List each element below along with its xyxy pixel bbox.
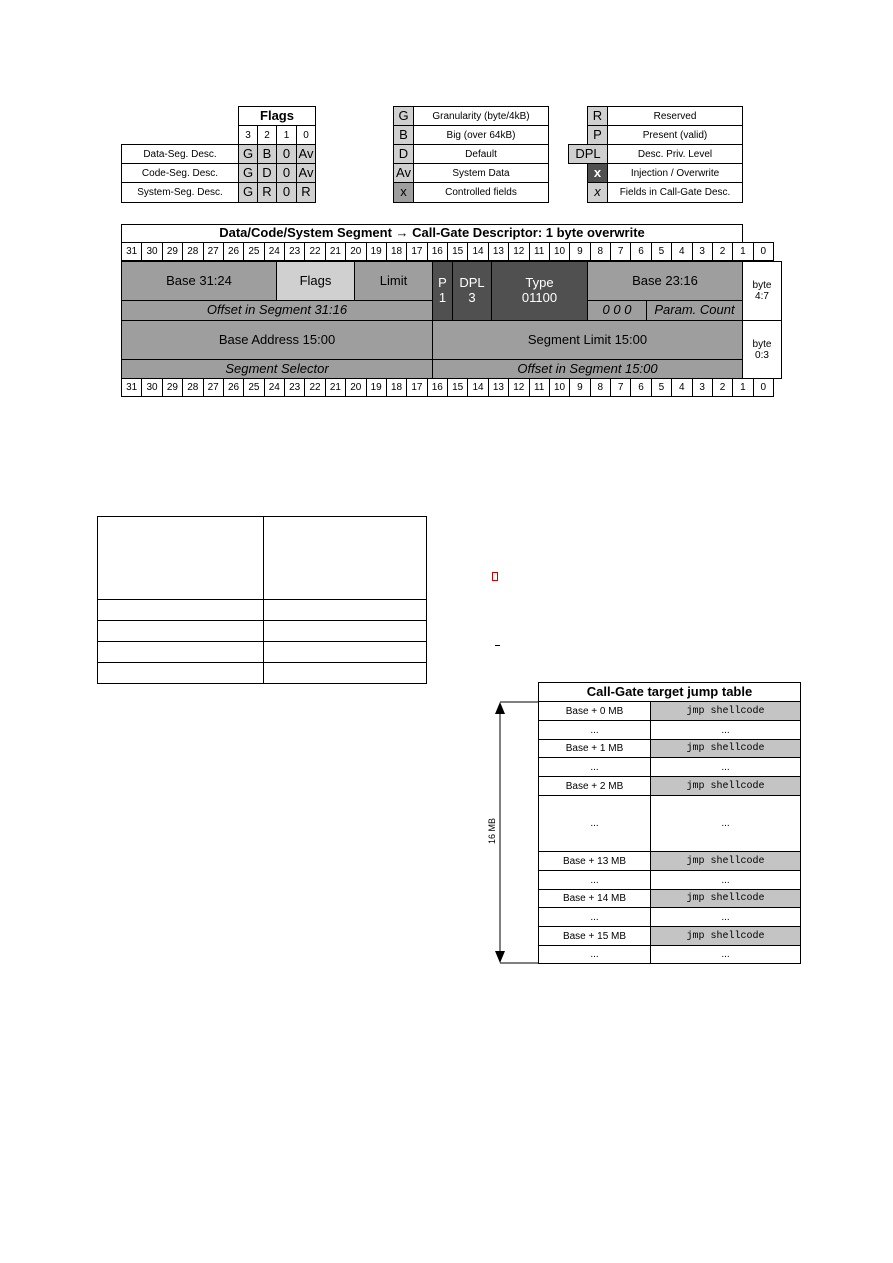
jump-table-addr: ... bbox=[538, 907, 651, 927]
legend-key: x bbox=[587, 163, 608, 183]
flags-bit-cell: 0 bbox=[276, 144, 297, 164]
bit-number-cell: 21 bbox=[325, 243, 345, 261]
segment-selector-field: Segment Selector bbox=[121, 359, 433, 379]
bit-number-cell: 12 bbox=[509, 379, 529, 397]
jump-table-addr: ... bbox=[538, 720, 651, 740]
jump-table-addr: Base + 2 MB bbox=[538, 776, 651, 796]
bit-number-cell: 10 bbox=[549, 243, 569, 261]
bit-number-cell: 26 bbox=[223, 243, 243, 261]
jump-table-title: Call-Gate target jump table bbox=[538, 682, 801, 702]
bit-number-cell: 2 bbox=[712, 243, 732, 261]
flags-bit-cell: D bbox=[257, 163, 277, 183]
bit-number-cell: 1 bbox=[733, 243, 753, 261]
flags-bit-cell: R bbox=[296, 182, 316, 203]
segment-limit-15-00-field: Segment Limit 15:00 bbox=[432, 320, 743, 360]
present-field bbox=[432, 261, 453, 321]
jump-table-code: jmp shellcode bbox=[650, 926, 801, 946]
flags-row-label: Data-Seg. Desc. bbox=[121, 144, 239, 164]
bit-number-cell: 17 bbox=[407, 243, 427, 261]
bit-number-cell: 16 bbox=[427, 243, 447, 261]
empty-table-cell bbox=[97, 516, 264, 600]
legend-desc: Present (valid) bbox=[607, 125, 743, 145]
jump-table-code: jmp shellcode bbox=[650, 776, 801, 796]
bit-number-cell: 7 bbox=[611, 243, 631, 261]
legend-key: D bbox=[393, 144, 414, 164]
present-label: P bbox=[438, 275, 447, 291]
bit-number-cell: 7 bbox=[611, 379, 631, 397]
bit-number-cell: 22 bbox=[305, 379, 325, 397]
legend-key: B bbox=[393, 125, 414, 145]
bit-number-cell: 27 bbox=[203, 379, 223, 397]
flags-field: Flags bbox=[276, 261, 355, 301]
bit-number-cell: 31 bbox=[122, 243, 142, 261]
dpl-value: 3 bbox=[468, 290, 476, 305]
byte-label-upper: byte 4:7 bbox=[742, 261, 782, 321]
bit-number-cell: 13 bbox=[488, 379, 508, 397]
legend-key: DPL bbox=[568, 144, 608, 164]
jump-table-addr: Base + 15 MB bbox=[538, 926, 651, 946]
bit-number-cell: 30 bbox=[142, 243, 162, 261]
legend-key: x bbox=[393, 182, 414, 203]
bit-number-cell: 8 bbox=[590, 243, 610, 261]
bit-number-cell: 19 bbox=[366, 379, 386, 397]
jump-table-addr: Base + 1 MB bbox=[538, 739, 651, 758]
limit-field: Limit bbox=[354, 261, 433, 301]
legend-key: Av bbox=[393, 163, 414, 183]
bit-number-cell: 26 bbox=[223, 379, 243, 397]
flags-bit-cell: Av bbox=[296, 163, 316, 183]
bit-number-cell: 23 bbox=[285, 243, 305, 261]
bit-number-cell: 20 bbox=[346, 379, 366, 397]
size-label: 16 MB bbox=[487, 818, 497, 845]
legend-key: P bbox=[587, 125, 608, 145]
bit-number-cell: 28 bbox=[183, 243, 203, 261]
bit-number-cell: 21 bbox=[325, 379, 345, 397]
jump-table-code: ... bbox=[650, 720, 801, 740]
bit-number-cell: 25 bbox=[244, 243, 264, 261]
flags-bit-cell: G bbox=[238, 163, 258, 183]
descriptor-title: Data/Code/System Segment → Call-Gate Descriptor: 1 byte overwrite bbox=[121, 224, 743, 243]
bit-number-cell: 18 bbox=[386, 379, 406, 397]
bit-number-cell: 20 bbox=[346, 243, 366, 261]
empty-table-cell bbox=[263, 620, 427, 642]
bit-number-cell: 3 bbox=[692, 379, 712, 397]
jump-table-code: ... bbox=[650, 795, 801, 852]
flags-bit-cell: Av bbox=[296, 144, 316, 164]
dpl-field bbox=[452, 261, 492, 321]
bit-number-cell: 30 bbox=[142, 379, 162, 397]
bit-number-cell: 4 bbox=[672, 243, 692, 261]
dash-marker bbox=[495, 645, 500, 646]
jump-table-code: ... bbox=[650, 757, 801, 777]
jump-table-addr: Base + 13 MB bbox=[538, 851, 651, 871]
bit-number-cell: 14 bbox=[468, 243, 488, 261]
bit-number-cell: 18 bbox=[386, 243, 406, 261]
bit-number-cell: 19 bbox=[366, 243, 386, 261]
bit-number-cell: 6 bbox=[631, 243, 651, 261]
jump-table-addr: ... bbox=[538, 757, 651, 777]
param-count-field: Param. Count bbox=[646, 300, 743, 321]
legend-desc: Default bbox=[413, 144, 549, 164]
present-value: 1 bbox=[438, 290, 447, 305]
legend-desc: Desc. Priv. Level bbox=[607, 144, 743, 164]
bit-number-cell: 8 bbox=[590, 379, 610, 397]
jump-table-code: jmp shellcode bbox=[650, 739, 801, 758]
bit-number-cell: 11 bbox=[529, 243, 549, 261]
empty-table-cell bbox=[97, 599, 264, 621]
legend-desc: Fields in Call-Gate Desc. bbox=[607, 182, 743, 203]
bit-number-cell: 15 bbox=[448, 379, 468, 397]
bit-number-cell: 1 bbox=[733, 379, 753, 397]
bit-number-cell: 22 bbox=[305, 243, 325, 261]
empty-table-cell bbox=[97, 620, 264, 642]
base-15-00-field: Base Address 15:00 bbox=[121, 320, 433, 360]
bit-number-cell: 0 bbox=[753, 379, 773, 397]
type-label: Type bbox=[525, 275, 554, 291]
empty-table-cell bbox=[263, 516, 427, 600]
jump-table-addr: ... bbox=[538, 870, 651, 890]
bit-number-cell: 27 bbox=[203, 243, 223, 261]
bit-number-cell: 29 bbox=[162, 243, 182, 261]
dpl-label: DPL bbox=[459, 275, 485, 291]
jump-table-addr: Base + 14 MB bbox=[538, 889, 651, 908]
bit-number-cell: 31 bbox=[122, 379, 142, 397]
bit-number-cell: 5 bbox=[651, 243, 671, 261]
flags-row-label: System-Seg. Desc. bbox=[121, 182, 239, 203]
jump-table-code: ... bbox=[650, 907, 801, 927]
flags-bit-cell: B bbox=[257, 144, 277, 164]
jump-table-code: jmp shellcode bbox=[650, 701, 801, 721]
flags-bit-cell: G bbox=[238, 144, 258, 164]
bit-number-cell: 23 bbox=[285, 379, 305, 397]
empty-table-cell bbox=[263, 599, 427, 621]
empty-table-cell bbox=[97, 641, 264, 663]
type-value: 01100 bbox=[521, 290, 558, 305]
legend-desc: System Data bbox=[413, 163, 549, 183]
legend-desc: Reserved bbox=[607, 106, 743, 126]
jump-table-code: ... bbox=[650, 945, 801, 964]
base-23-16-field: Base 23:16 bbox=[587, 261, 743, 301]
bit-number-cell: 15 bbox=[448, 243, 468, 261]
jump-table-code: ... bbox=[650, 870, 801, 890]
legend-desc: Injection / Overwrite bbox=[607, 163, 743, 183]
bit-number-cell: 17 bbox=[407, 379, 427, 397]
legend-desc: Granularity (byte/4kB) bbox=[413, 106, 549, 126]
bit-number-row-bottom bbox=[121, 378, 774, 397]
bit-number-row-top bbox=[121, 242, 774, 261]
red-marker bbox=[492, 572, 498, 581]
empty-table-cell bbox=[97, 662, 264, 684]
bit-number-cell: 9 bbox=[570, 243, 590, 261]
bit-number-cell: 11 bbox=[529, 379, 549, 397]
bit-number-cell: 13 bbox=[488, 243, 508, 261]
bit-number-cell: 10 bbox=[549, 379, 569, 397]
flags-bit-number: 3 bbox=[238, 125, 258, 145]
flags-bit-number: 2 bbox=[257, 125, 277, 145]
flags-row-label: Code-Seg. Desc. bbox=[121, 163, 239, 183]
bit-number-cell: 24 bbox=[264, 243, 284, 261]
legend-key: G bbox=[393, 106, 414, 126]
jump-table-addr: ... bbox=[538, 945, 651, 964]
bit-number-cell: 9 bbox=[570, 379, 590, 397]
bit-number-cell: 2 bbox=[712, 379, 732, 397]
bit-number-cell: 29 bbox=[162, 379, 182, 397]
jump-table-code: jmp shellcode bbox=[650, 889, 801, 908]
bit-number-cell: 6 bbox=[631, 379, 651, 397]
byte-label-lower: byte 0:3 bbox=[742, 320, 782, 379]
offset-31-16-field: Offset in Segment 31:16 bbox=[121, 300, 433, 321]
empty-table-cell bbox=[263, 662, 427, 684]
reserved-zeros-field: 0 0 0 bbox=[587, 300, 647, 321]
base-31-24-field: Base 31:24 bbox=[121, 261, 277, 301]
offset-15-00-field: Offset in Segment 15:00 bbox=[432, 359, 743, 379]
empty-table-cell bbox=[263, 641, 427, 663]
bit-number-cell: 16 bbox=[427, 379, 447, 397]
flags-bit-number: 0 bbox=[296, 125, 316, 145]
legend-key: x bbox=[587, 182, 608, 203]
bit-number-cell: 5 bbox=[651, 379, 671, 397]
legend-desc: Controlled fields bbox=[413, 182, 549, 203]
jump-table-code: jmp shellcode bbox=[650, 851, 801, 871]
bit-number-cell: 14 bbox=[468, 379, 488, 397]
flags-bit-number: 1 bbox=[276, 125, 297, 145]
flags-bit-cell: 0 bbox=[276, 182, 297, 203]
flags-bit-cell: R bbox=[257, 182, 277, 203]
bit-number-cell: 24 bbox=[264, 379, 284, 397]
flags-bit-cell: G bbox=[238, 182, 258, 203]
jump-table-addr: Base + 0 MB bbox=[538, 701, 651, 721]
bit-number-cell: 0 bbox=[753, 243, 773, 261]
legend-desc: Big (over 64kB) bbox=[413, 125, 549, 145]
flags-table-title: Flags bbox=[238, 106, 316, 126]
bit-number-cell: 28 bbox=[183, 379, 203, 397]
type-field bbox=[491, 261, 588, 321]
jump-table-addr: ... bbox=[538, 795, 651, 852]
bit-number-cell: 3 bbox=[692, 243, 712, 261]
bit-number-cell: 12 bbox=[509, 243, 529, 261]
flags-bit-cell: 0 bbox=[276, 163, 297, 183]
bit-number-cell: 4 bbox=[672, 379, 692, 397]
legend-key: R bbox=[587, 106, 608, 126]
bit-number-cell: 25 bbox=[244, 379, 264, 397]
